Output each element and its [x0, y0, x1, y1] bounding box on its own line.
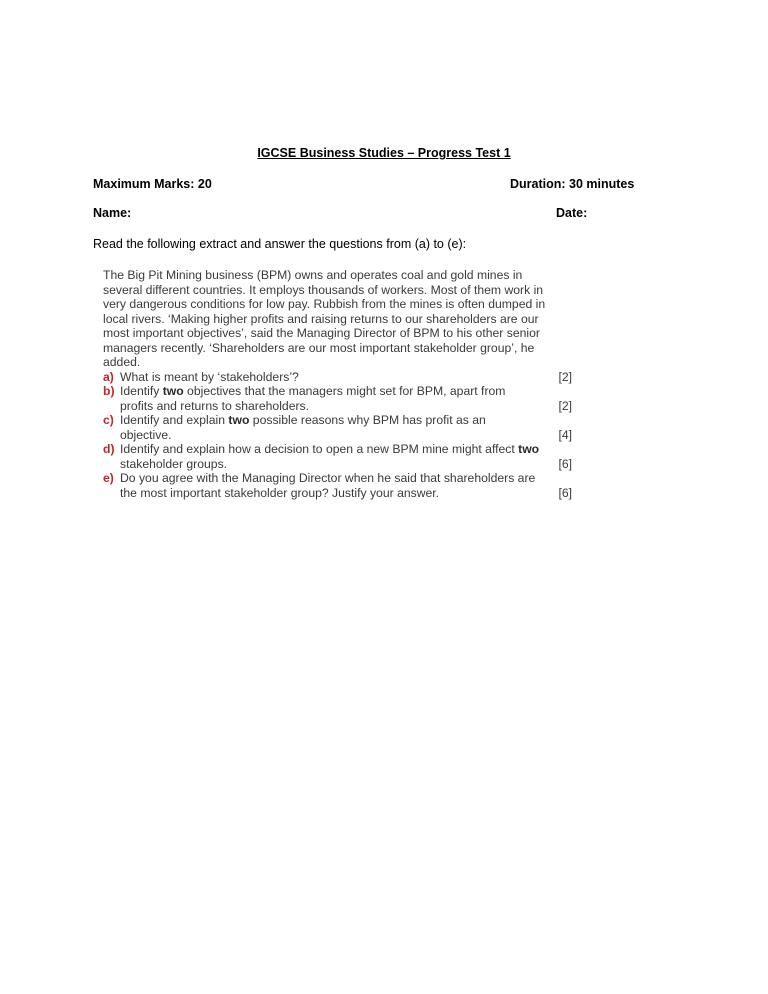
question-c — [103, 413, 578, 442]
question-text: Do you agree with the Managing Director when he said that shareholders are the most important stakeholder group? Justify your answer. — [120, 471, 536, 500]
max-marks: Maximum Marks: 20 — [93, 177, 212, 191]
page-title: IGCSE Business Studies – Progress Test 1 — [257, 146, 511, 160]
name-label: Name: — [93, 206, 132, 220]
question-marks: [6] — [558, 485, 572, 500]
question-letter: e) — [103, 471, 114, 485]
question-d — [103, 442, 578, 471]
question-emphasis: two — [162, 384, 184, 398]
question-marks: [2] — [558, 398, 572, 413]
question-marks: [4] — [558, 427, 572, 442]
question-emphasis: two — [228, 413, 250, 427]
question-text: Identify — [120, 384, 163, 398]
extract-passage: The Big Pit Mining business (BPM) owns and operates coal and gold mines in several different countries. It employs thousands of workers. Most of them work in very dangerous conditions for low pay. Rubbish from the mines is often dumped in local rivers. ‘Making higher profits and raising returns to our shareholders are our most important objectives’, said the Managing Director of BPM to his other senior managers recently. ‘Shareholders are our most important stakeholder group’, he added. — [103, 268, 546, 369]
question-marks: [6] — [558, 456, 572, 471]
question-text: Identify and explain how a decision to open a new BPM mine might affect — [120, 442, 519, 456]
question-text-cont: possible reasons why BPM has profit as an objective. — [120, 413, 486, 442]
question-letter: c) — [103, 413, 114, 427]
instruction: Read the following extract and answer the questions from (a) to (e): — [93, 237, 467, 251]
question-text-cont: objectives that the managers might set for BPM, apart from profits and returns to shareholders. — [120, 384, 506, 413]
question-b — [103, 384, 578, 413]
question-text: Identify and explain — [120, 413, 229, 427]
question-letter: b) — [103, 384, 115, 398]
question-e — [103, 471, 578, 500]
question-marks: [2] — [558, 369, 572, 384]
question-text: What is meant by ‘stakeholders’? — [120, 369, 299, 384]
question-letter: d) — [103, 442, 115, 456]
question-letter: a) — [103, 369, 114, 384]
duration: Duration: 30 minutes — [510, 177, 635, 191]
question-emphasis: two — [518, 442, 540, 456]
question-text-cont: stakeholder groups. — [120, 456, 228, 471]
date-label: Date: — [556, 206, 588, 220]
extract-box — [103, 268, 578, 500]
question-a — [103, 370, 578, 385]
